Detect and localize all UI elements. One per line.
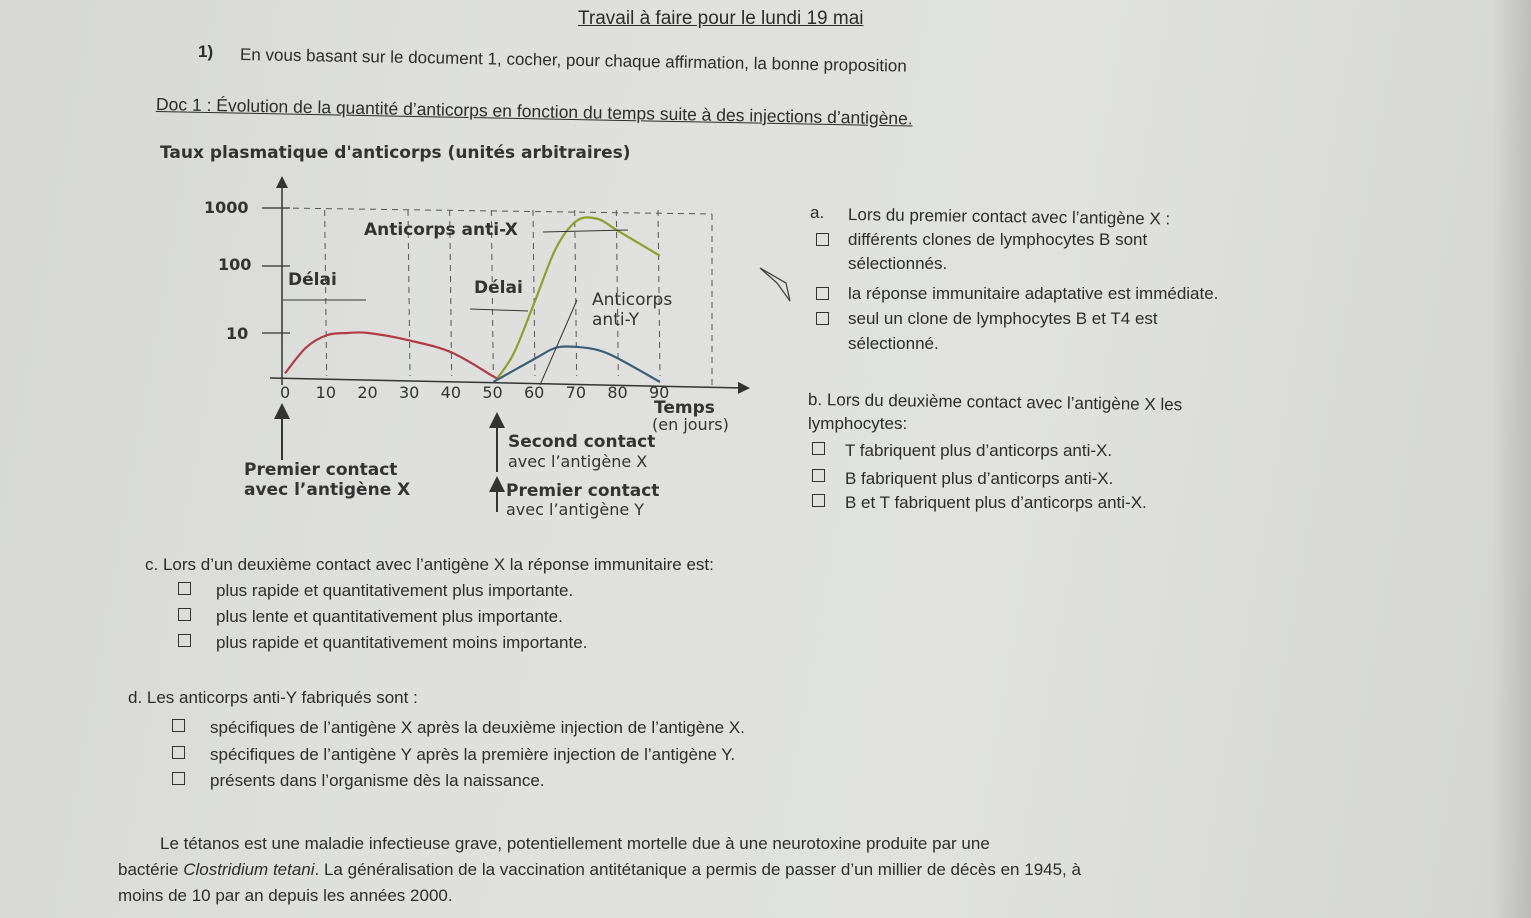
x-tick-label: 60	[524, 383, 545, 402]
x-tick-label: 30	[399, 383, 420, 402]
option-checkbox[interactable]	[816, 312, 829, 325]
option-text: B fabriquent plus d’anticorps anti-X.	[845, 469, 1114, 488]
paragraph-line-2	[118, 860, 1081, 880]
option-text: spécifiques de l’antigène Y après la première injection de l’antigène Y.	[210, 745, 736, 764]
second-contact-label-1: Second contact	[508, 432, 656, 452]
anti-y-label-1: Anticorps	[592, 290, 673, 310]
anti-x-pointer-line	[543, 230, 628, 232]
option-text: différents clones de lymphocytes B sont	[848, 230, 1148, 249]
x-tick-label: 40	[440, 383, 462, 402]
delai2-bracket	[470, 309, 528, 311]
question-a-label: a.	[810, 203, 825, 222]
series-line-0	[285, 332, 498, 378]
option-text: sélectionné.	[848, 334, 939, 353]
premier-contact-x-label-1: Premier contact	[244, 460, 398, 480]
delai-label-2: Délai	[474, 278, 523, 298]
x-axis-unit: (en jours)	[652, 415, 729, 434]
option-checkbox[interactable]	[812, 442, 825, 455]
option-checkbox[interactable]	[816, 233, 829, 246]
option-text: B et T fabriquent plus d’anticorps anti-X.	[845, 493, 1147, 512]
question-c-prompt: c. Lors d’un deuxième contact avec l’antigène X la réponse immunitaire est:	[145, 555, 714, 574]
x-tick-label: 50	[482, 383, 503, 402]
paragraph-line-3: moins de 10 par an depuis les années 2000.	[118, 886, 453, 905]
option-checkbox[interactable]	[812, 494, 825, 507]
gridline-vertical	[533, 210, 535, 376]
x-axis	[270, 378, 744, 388]
option-text: spécifiques de l’antigène X après la deuxième injection de l’antigène X.	[210, 718, 745, 737]
option-text: plus rapide et quantitativement plus importante.	[216, 581, 574, 600]
doc-title: Doc 1 : Évolution de la quantité d’anticorps en fonction du temps suite à des injections d’antigène.	[155, 94, 913, 129]
premier-contact-y-label-1: Premier contact	[506, 481, 660, 501]
instruction-text: En vous basant sur le document 1, cocher, pour chaque affirmation, la bonne proposition	[239, 45, 907, 76]
x-tick-label: 10	[315, 383, 337, 402]
option-checkbox[interactable]	[172, 772, 185, 785]
anti-y-label-2: anti-Y	[592, 310, 640, 330]
question-d-prompt: d. Les anticorps anti-Y fabriqués sont :	[128, 688, 418, 707]
instruction-number: 1)	[198, 42, 214, 61]
gridline-vertical	[325, 210, 327, 376]
option-text: plus lente et quantitativement plus importante.	[216, 607, 563, 626]
option-text: T fabriquent plus d’anticorps anti-X.	[845, 441, 1113, 460]
cursor-arrow-icon	[760, 268, 790, 301]
y-tick-label: 10	[226, 324, 249, 343]
anti-x-label: Anticorps anti-X	[364, 220, 518, 240]
x-axis-label: Temps	[654, 398, 715, 418]
x-tick-label: 0	[280, 383, 291, 402]
second-contact-label-2: avec l’antigène X	[508, 452, 648, 471]
question-a-prompt: Lors du premier contact avec l’antigène X :	[847, 205, 1171, 229]
gridline-1000	[282, 208, 712, 214]
option-checkbox[interactable]	[172, 719, 185, 732]
page-title: Travail à faire pour le lundi 19 mai	[578, 8, 864, 29]
paragraph-line-1: Le tétanos est une maladie infectieuse grave, potentiellement mortelle due à une neurotoxine produite par une	[160, 834, 990, 853]
paragraph-line-2-end: . La généralisation de la vaccination antitétanique a permis de passer d’un millier de décès en 1945, à	[314, 860, 1081, 879]
premier-contact-y-label-2: avec l’antigène Y	[506, 500, 645, 519]
option-text: seul un clone de lymphocytes B et T4 est	[848, 309, 1158, 328]
chart-title: Taux plasmatique d'anticorps (unités arbitraires)	[160, 143, 631, 163]
option-text: présents dans l’organisme dès la naissance.	[210, 771, 545, 790]
y-tick-label: 1000	[204, 198, 249, 217]
page-shadow	[1491, 0, 1531, 918]
option-checkbox[interactable]	[812, 469, 825, 482]
x-tick-label: 70	[565, 383, 587, 402]
option-checkbox[interactable]	[178, 582, 191, 595]
option-text: sélectionnés.	[848, 254, 948, 273]
question-b-prompt-2: lymphocytes:	[808, 414, 908, 433]
species-name: Clostridium tetani	[183, 860, 315, 879]
option-text: plus rapide et quantitativement moins importante.	[216, 633, 588, 652]
option-checkbox[interactable]	[816, 287, 829, 300]
delai-label-1: Délai	[288, 270, 337, 290]
gridline-vertical	[575, 210, 577, 376]
x-tick-label: 80	[607, 383, 628, 402]
y-tick-label: 100	[218, 255, 252, 274]
x-tick-label: 20	[357, 383, 378, 402]
premier-contact-x-label-2: avec l’antigène X	[244, 480, 411, 500]
option-checkbox[interactable]	[178, 634, 191, 647]
anti-y-pointer-line	[540, 300, 577, 385]
option-checkbox[interactable]	[178, 608, 191, 621]
option-checkbox[interactable]	[172, 746, 185, 759]
option-text: la réponse immunitaire adaptative est immédiate.	[848, 284, 1219, 303]
x-tick-label: 90	[649, 383, 670, 402]
paragraph-line-2-start: bactérie	[118, 860, 184, 879]
question-b-prompt: b. Lors du deuxième contact avec l’antigène X les	[807, 390, 1183, 415]
